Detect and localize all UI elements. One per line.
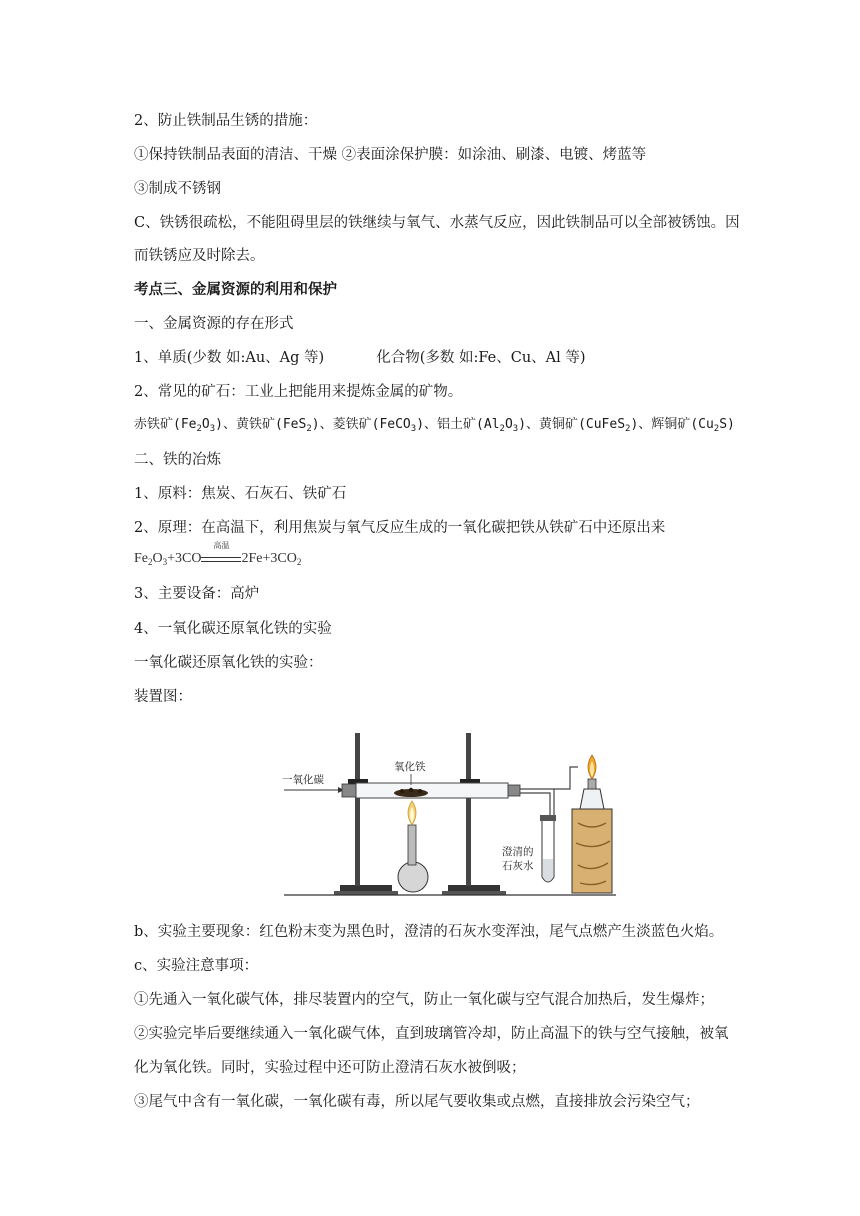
burner-tube [408,825,416,865]
left-stopper [342,784,356,797]
reaction-equation: $Fe_2O_3+3CO$ 高温 $2Fe+3CO_2$ [134,541,302,567]
reaction-condition: 高温 [201,549,241,562]
subheading-forms: 一、金属资源的存在形式 [134,316,294,332]
stainless-steel-measure: ③制成不锈钢 [134,181,221,197]
apparatus-label: 装置图： [134,689,192,705]
precautions-heading: c、实验注意事项： [134,958,259,974]
rust-prevention-measures: ①保持铁制品表面的清洁、干燥 ②表面涂保护膜：如涂油、刷漆、电镀、烤蓝等 [134,147,647,163]
principle: 2、原理：在高温下，利用焦炭与氧气反应生成的一氧化碳把铁从铁矿石中还原出来 [134,520,666,536]
ore-item: 黄铜矿(CuFeS$_2$) [539,417,639,434]
precaution-2-line-1: ②实验完毕后要继续通入一氧化碳气体，直到玻璃管冷却，防止高温下的铁与空气接触，被氧 [134,1026,729,1042]
precaution-1: ①先通入一氧化碳气体，排尽装置内的空气，防止一氧化碳与空气混合加热后，发生爆炸； [134,992,714,1008]
section-title: 考点三、金属资源的利用和保护 [134,281,337,298]
ore-item: 铝土矿$(Al_2O_3)$ [437,417,527,434]
wooden-block [572,809,612,893]
apparatus-diagram [280,727,620,899]
precaution-3: ③尾气中含有一氧化碳，一氧化碳有毒，所以尾气要收集或点燃，直接排放会污染空气； [134,1094,700,1110]
elemental-form: 1、单质(少数 如:Au、Ag 等) [134,350,325,366]
experiment-title: 一氧化碳还原氧化铁的实验： [134,655,323,671]
label-limewater-line2: 石灰水 [502,860,534,872]
rust-note-line-2: 而铁锈应及时除去。 [134,248,265,264]
label-limewater-line1: 澄清的 [502,846,534,858]
left-stand-rod [355,733,360,886]
ore-list: 赤铁矿$(Fe_2O_3)$、黄铁矿(FeS$_2$)、菱铁矿(FeCO$_3$)、铝土矿$(Al_2O_3)$、黄铜矿(CuFeS$_2$)、辉铜矿$(Cu_2S)$ [134,417,735,434]
rust-note-line-1: C、铁锈很疏松，不能阻碍里层的铁继续与氧气、水蒸气反应，因此铁制品可以全部被锈蚀。因 [134,215,740,231]
main-equipment: 3、主要设备：高炉 [134,586,260,602]
subheading-smelting: 二、铁的冶炼 [134,452,221,468]
ore-item: 黄铁矿(FeS$_2$) [236,417,320,434]
raw-materials: 1、原料：焦炭、石灰石、铁矿石 [134,486,347,502]
rust-prevention-heading: 2、防止铁制品生锈的措施： [134,113,318,129]
ore-item: 赤铁矿$(Fe_2O_3)$ [134,417,223,434]
alcohol-lamp [580,789,604,809]
observation: b、实验主要现象：红色粉末变为黑色时，澄清的石灰水变浑浊，尾气点燃产生淡蓝色火焰。 [134,924,724,940]
precaution-2-line-2: 化为氧化铁。同时，实验过程中还可防止澄清石灰水被倒吸； [134,1060,526,1076]
label-iron-oxide: 氧化铁 [394,761,426,773]
glass-tube [356,783,508,798]
burner-base [398,862,428,892]
label-carbon-monoxide: 一氧化碳 [282,774,324,786]
ore-item: 菱铁矿(FeCO$_3$) [332,417,425,434]
ore-item: 辉铜矿$(Cu_2S)$ [651,417,735,434]
experiment-heading: 4、一氧化碳还原氧化铁的实验 [134,621,332,637]
ores-definition: 2、常见的矿石：工业上把能用来提炼金属的矿物。 [134,384,463,400]
right-stopper [508,785,520,796]
right-stand-rod [466,733,471,886]
compound-form: 化合物(多数 如:Fe、Cu、Al 等) [376,350,586,366]
element-forms-line [134,348,586,368]
